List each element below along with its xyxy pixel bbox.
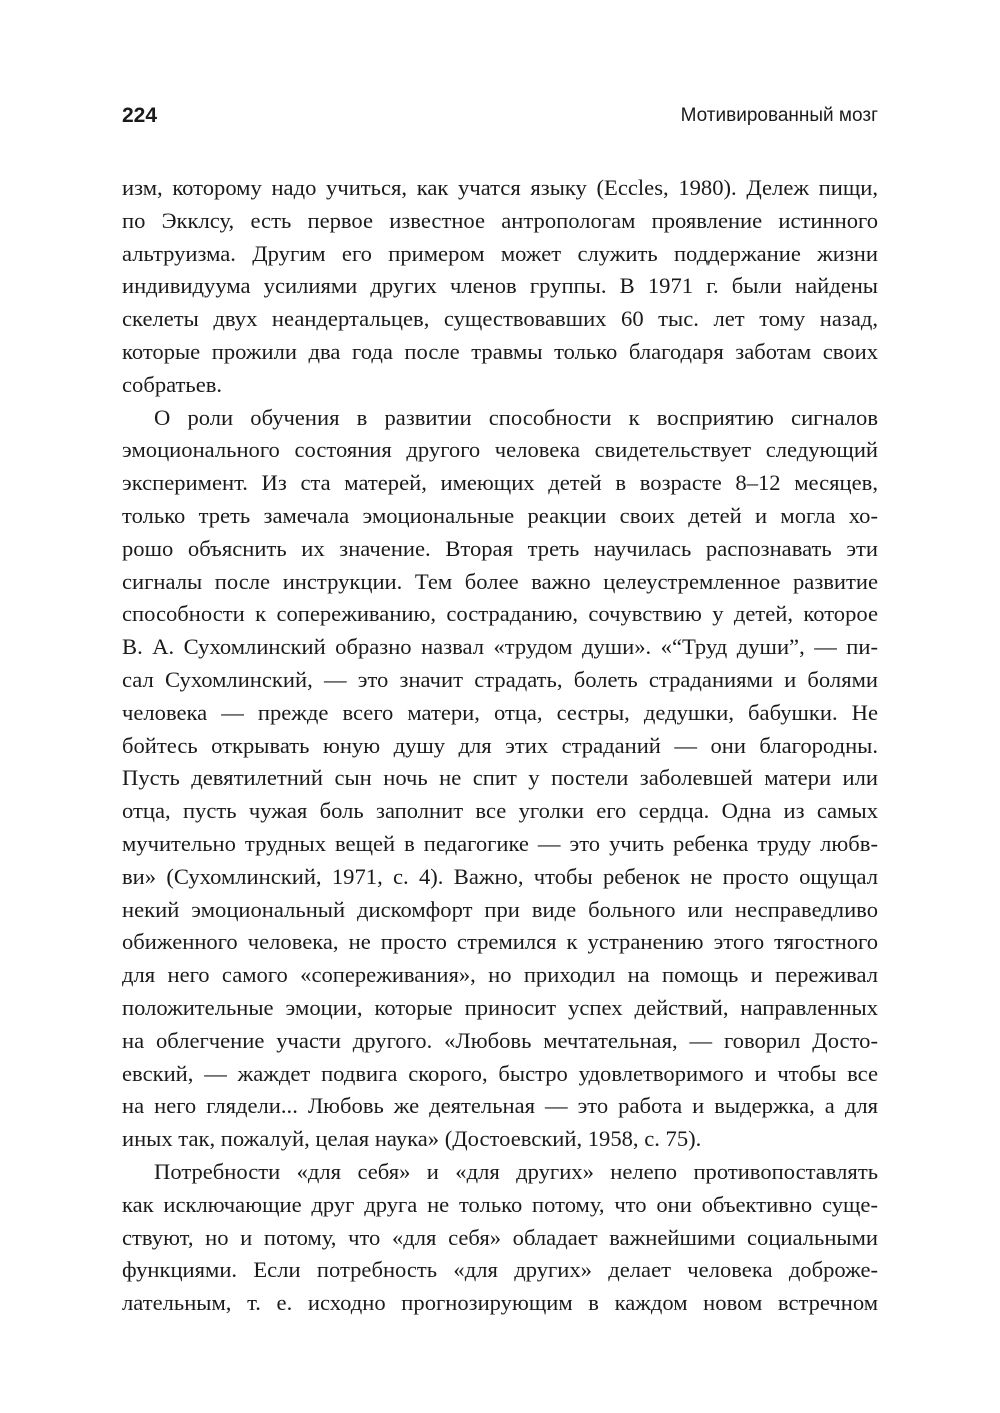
text-line: эмоционального состояния другого человека свидетельствует следующий bbox=[122, 437, 878, 463]
text-line: бойтесь открывать юную душу для этих страданий — они благородны. bbox=[122, 732, 878, 758]
text-line: ствуют, но и потому, что «для себя» обладает важнейшими социальными bbox=[122, 1224, 878, 1250]
text-line: В. А. Сухомлинский образно назвал «трудом души». «“Труд души”, — пи- bbox=[122, 634, 878, 660]
text-line: эксперимент. Из ста матерей, имеющих детей в возрасте 8–12 месяцев, bbox=[122, 470, 878, 496]
text-line: функциями. Если потребность «для других» делает человека доброже- bbox=[122, 1257, 878, 1283]
text-line: на него глядели... Любовь же деятельная — это работа и выдержка, а для bbox=[122, 1093, 878, 1119]
text-line: индивидуума усилиями других членов группы. В 1971 г. были найдены bbox=[122, 273, 878, 299]
text-line: как исключающие друг друга не только потому, что они объективно суще- bbox=[122, 1191, 878, 1217]
book-title: Мотивированный мозг bbox=[680, 105, 878, 126]
text-line: сал Сухомлинский, — это значит страдать, болеть страданиями и болями bbox=[122, 666, 878, 692]
text-line: некий эмоциональный дискомфорт при виде больного или несправедливо bbox=[122, 896, 878, 922]
text-line: мучительно трудных вещей в педагогике — это учить ребенка труду любв- bbox=[122, 830, 878, 856]
paragraph bbox=[122, 402, 878, 1156]
text-line: которые прожили два года после травмы только благодаря заботам своих bbox=[122, 338, 878, 364]
text-line: по Экклсу, есть первое известное антропологам проявление истинного bbox=[122, 207, 878, 233]
text-line: изм, которому надо учиться, как учатся языку (Eccles, 1980). Дележ пищи, bbox=[122, 175, 878, 200]
text-line: положительные эмоции, которые приносит успех действий, направленных bbox=[122, 994, 878, 1020]
text-line: ви» (Сухомлинский, 1971, с. 4). Важно, чтобы ребенок не просто ощущал bbox=[122, 863, 878, 889]
text-line: на облегчение участи другого. «Любовь мечтательная, — говорил Досто- bbox=[122, 1027, 878, 1053]
text-line: евский, — жаждет подвига скорого, быстро удовлетворимого и чтобы все bbox=[122, 1060, 878, 1086]
text-line: человека — прежде всего матери, отца, сестры, дедушки, бабушки. Не bbox=[122, 699, 878, 725]
running-header bbox=[122, 104, 878, 134]
text-line: О роли обучения в развитии способности к восприятию сигналов bbox=[154, 404, 878, 430]
paragraph bbox=[122, 1156, 878, 1320]
text-line: для него самого «сопереживания», но приходил на помощь и переживал bbox=[122, 962, 878, 988]
text-line: рошо объяснить их значение. Вторая треть научилась распознавать эти bbox=[122, 535, 878, 561]
text-line: только треть замечала эмоциональные реакции своих детей и могла хо- bbox=[122, 502, 878, 528]
paragraph bbox=[122, 172, 878, 402]
text-line: Пусть девятилетний сын ночь не спит у постели заболевшей матери или bbox=[122, 765, 878, 791]
text-line: иных так, пожалуй, целая наука» (Достоевский, 1958, с. 75). bbox=[122, 1126, 702, 1152]
body-text bbox=[122, 172, 878, 1320]
text-line: лательным, т. е. исходно прогнозирующим в каждом новом встречном bbox=[122, 1290, 878, 1316]
text-line: альтруизма. Другим его примером может служить поддержание жизни bbox=[122, 240, 878, 266]
text-line: скелеты двух неандертальцев, существовавших 60 тыс. лет тому назад, bbox=[122, 306, 878, 332]
text-line: собратьев. bbox=[122, 371, 223, 397]
text-line: отца, пусть чужая боль заполнит все уголки его сердца. Одна из самых bbox=[122, 798, 878, 824]
page-number: 224 bbox=[122, 104, 158, 127]
text-line: способности к сопереживанию, состраданию, сочувствию у детей, которое bbox=[122, 601, 878, 627]
text-line: обиженного человека, не просто стремился к устранению этого тягостного bbox=[122, 929, 878, 955]
text-line: сигналы после инструкции. Тем более важно целеустремленное развитие bbox=[122, 568, 878, 594]
text-line: Потребности «для себя» и «для других» нелепо противопоставлять bbox=[154, 1158, 878, 1184]
